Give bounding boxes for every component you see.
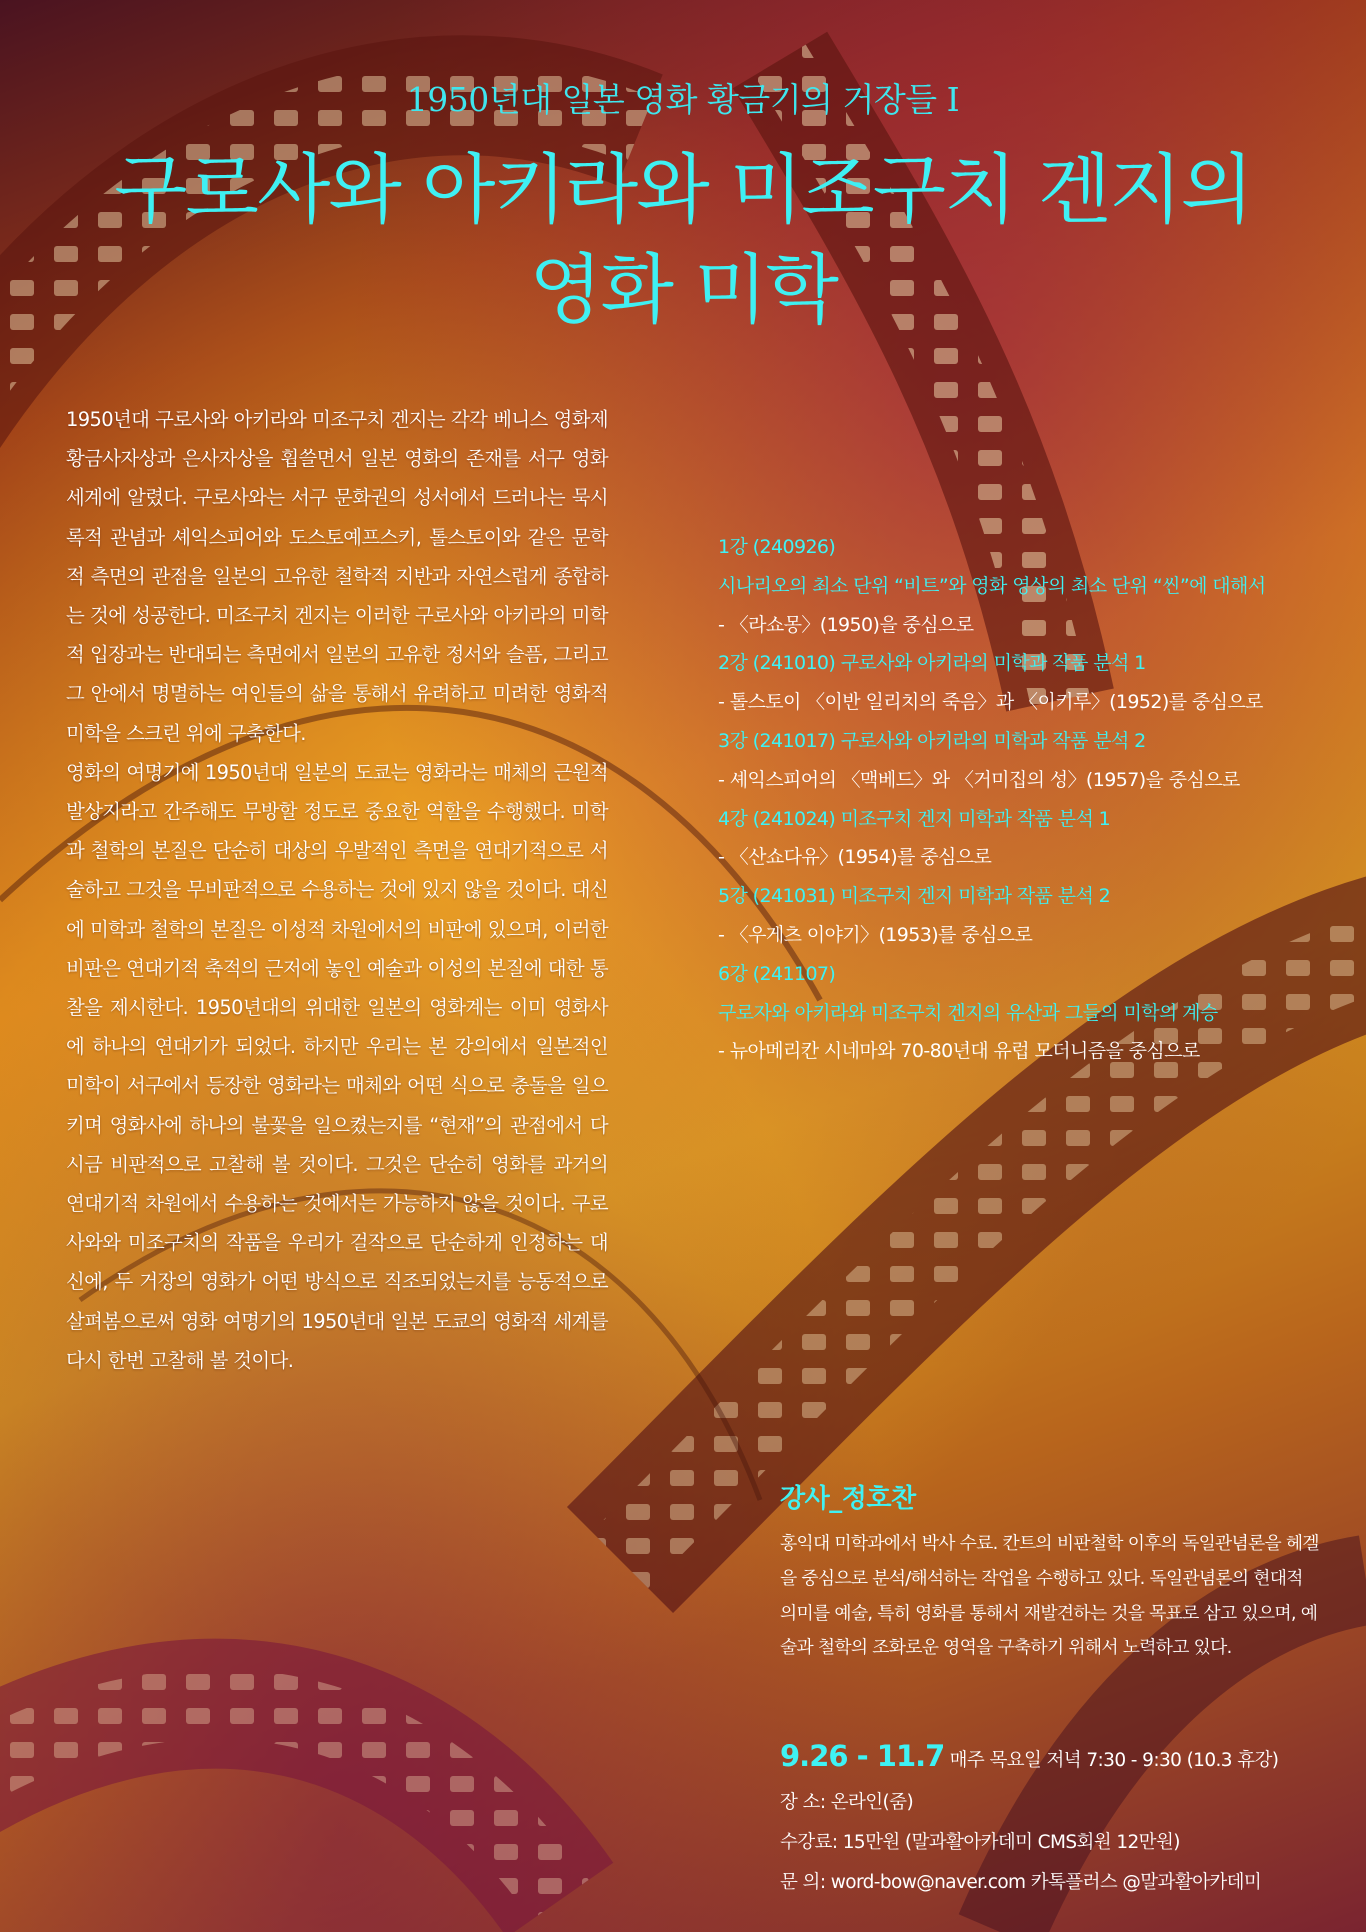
- schedule-line: 시나리오의 최소 단위 “비트”와 영화 영상의 최소 단위 “씬”에 대해서: [718, 574, 1266, 597]
- series-subtitle: 1950년대 일본 영화 황금기의 거장들 I: [406, 80, 960, 119]
- schedule-line: - 셰익스피어의 〈맥베드〉와 〈거미집의 성〉(1957)을 중심으로: [718, 768, 1240, 791]
- course-place: 장 소: 온라인(줌): [780, 1792, 914, 1813]
- instructor-bio: 홍익대 미학과에서 박사 수료. 칸트의 비판철학 이후의 독일관념론을 헤겔을 중심으로 분석/해석하는 작업을 수행하고 있다. 독일관념론의 현대적 의미를 예술, 특히 영화를 통해서 재발견하는 것을 목표로 삼고 있으며, 예술과 철학의 조화로운 영역을 구축하기 위해서 노력하고 있다.: [780, 1533, 1319, 1659]
- title-line-1: 구로사와 아키라와 미조구치 겐지의: [114, 145, 1252, 234]
- schedule-line: 2강 (241010) 구로사와 아키라의 미학과 작품 분석 1: [718, 652, 1146, 675]
- schedule-line: 4강 (241024) 미조구치 겐지 미학과 작품 분석 1: [718, 807, 1111, 830]
- course-info: [780, 1734, 1340, 1903]
- schedule-line: 3강 (241017) 구로사와 아키라의 미학과 작품 분석 2: [718, 729, 1146, 752]
- course-contact: 문 의: word-bow@naver.com 카톡플러스 @말과활아카데미: [780, 1872, 1262, 1893]
- course-fee: 수강료: 15만원 (말과활아카데미 CMS회원 12만원): [780, 1832, 1180, 1853]
- intro-paragraph-1: 1950년대 구로사와 아키라와 미조구치 겐지는 각각 베니스 영화제 황금사자상과 은사자상을 휩쓸면서 일본 영화의 존재를 서구 영화 세계에 알렸다. 구로사와는 서구 문화권의 성서에서 드러나는 묵시록적 관념과 셰익스피어와 도스토예프스키, 톨스토이와 같은 문학적 측면의 관점을 일본의 고유한 철학적 지반과 자연스럽게 종합하는 것에 성공한다. 미조구치 겐지는 이러한 구로사와 아키라의 미학적 입장과는 반대되는 측면에서 일본의 고유한 정서와 슬픔, 그리고 그 안에서 명멸하는 여인들의 삶을 통해서 유려하고 미려한 영화적 미학을 스크린 위에 구축한다.: [66, 408, 608, 745]
- course-time: 매주 목요일 저녁 7:30 - 9:30 (10.3 휴강): [944, 1750, 1279, 1771]
- schedule-line: 구로자와 아키라와 미조구치 겐지의 유산과 그들의 미학의 계승: [718, 1001, 1218, 1024]
- instructor-section: [780, 1478, 1320, 1666]
- schedule-line: - 〈산쇼다유〉(1954)를 중심으로: [718, 846, 992, 869]
- intro-paragraph-2: 영화의 여명기에 1950년대 일본의 도쿄는 영화라는 매체의 근원적 발상지라고 간주해도 무방할 정도로 중요한 역할을 수행했다. 미학과 철학의 본질은 단순히 대상의 우발적인 측면을 연대기적으로 서술하고 그것을 무비판적으로 수용하는 것에 있지 않을 것이다. 대신에 미학과 철학의 본질은 이성적 차원에서의 비판에 있으며, 이러한 비판은 연대기적 축적의 근저에 놓인 예술과 이성의 본질에 대한 통찰을 제시한다. 1950년대의 위대한 일본의 영화계는 이미 영화사에 하나의 연대기가 되었다. 하지만 우리는 본 강의에서 일본적인 미학이 서구에서 등장한 영화라는 매체와 어떤 식으로 충돌을 일으키며 영화사에 하나의 불꽃을 일으켰는지를 “현재”의 관점에서 다시금 비판적으로 고찰해 볼 것이다. 그것은 단순히 영화를 과거의 연대기적 차원에서 수용하는 것에서는 가능하지 않을 것이다. 구로사와와 미조구치의 작품을 우리가 걸작으로 단순하게 인정하는 대신에, 두 거장의 영화가 어떤 방식으로 직조되었는지를 능동적으로 살펴봄으로써 영화 여명기의 1950년대 일본 도쿄의 영화적 세계를 다시 한번 고찰해 볼 것이다.: [66, 760, 608, 1372]
- schedule-line: 1강 (240926): [718, 536, 836, 558]
- schedule-line: - 〈라쇼몽〉(1950)을 중심으로: [718, 613, 974, 636]
- course-dates-row: [780, 1734, 1340, 1783]
- schedule-line: 5강 (241031) 미조구치 겐지 미학과 작품 분석 2: [718, 885, 1111, 908]
- schedule-line: - 톨스토이 〈이반 일리치의 죽음〉과 〈이키루〉(1952)를 중심으로: [718, 691, 1263, 714]
- schedule-line: - 뉴아메리칸 시네마와 70-80년대 유럽 모더니즘을 중심으로: [718, 1040, 1200, 1063]
- intro-text: [66, 400, 608, 1380]
- instructor-name: 강사_정호찬: [780, 1484, 916, 1514]
- schedule-line: - 〈우게츠 이야기〉(1953)를 중심으로: [718, 923, 1033, 946]
- course-dates: 9.26 - 11.7: [780, 1739, 945, 1773]
- title-line-2: 영화 미학: [529, 245, 837, 334]
- lecture-schedule: [718, 528, 1318, 1071]
- page-title: [0, 140, 1366, 340]
- schedule-line: 6강 (241107): [718, 962, 836, 985]
